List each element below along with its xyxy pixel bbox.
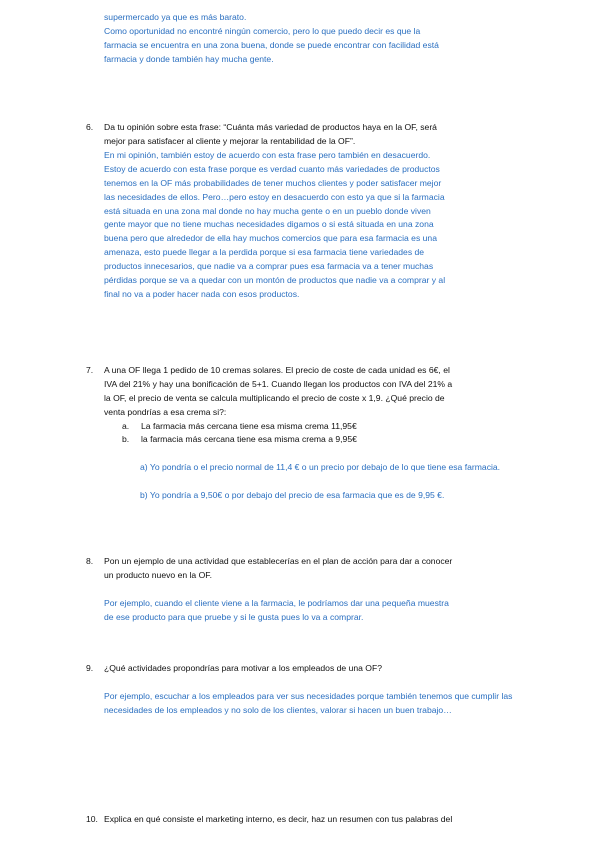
answer-line: necesidades de los empleados y no solo de los clientes, valorar si hacen un buen trabajo… — [104, 705, 452, 715]
answer-line: buena pero que alrededor de ella hay muchos comercios que para esa farmacia es una — [104, 233, 437, 243]
answer-line: Estoy de acuerdo con esta frase porque es verdad cuanto más variedades de productos — [104, 164, 440, 174]
answer-line: amenaza, esto puede llegar a la perdida porque si esa farmacia tiene variedades de — [104, 247, 425, 257]
answer-line: Como oportunidad no encontré ningún comercio, pero lo que puedo decir es que la — [104, 26, 421, 36]
question-line: venta pondrías a esa crema si?: — [104, 407, 227, 417]
answer-line: final no va a poder hacer nada con esos productos. — [104, 289, 300, 299]
question-number: 6. — [86, 122, 94, 132]
answer-line: de ese producto para que pruebe y si le gusta pues lo va a comprar. — [104, 612, 364, 622]
option-text: la farmacia más cercana tiene esa misma crema a 9,95€ — [141, 434, 357, 444]
question-line: la OF, el precio de venta se calcula multiplicando el precio de coste x 1,9. ¿Qué precio de — [104, 393, 445, 403]
answer-line: farmacia y donde también hay mucha gente. — [104, 54, 274, 64]
question-line: Explica en qué consiste el marketing interno, es decir, haz un resumen con tus palabras del — [104, 814, 453, 824]
option-letter: b. — [122, 434, 130, 444]
question-line: A una OF llega 1 pedido de 10 cremas solares. El precio de coste de cada unidad es 6€, el — [104, 365, 450, 375]
option-letter: a. — [122, 421, 130, 431]
question-number: 8. — [86, 556, 94, 566]
question-number: 7. — [86, 365, 94, 375]
question-line: mejor para satisfacer al cliente y mejorar la rentabilidad de la OF”. — [104, 136, 356, 146]
question-line: ¿Qué actividades propondrías para motivar a los empleados de una OF? — [104, 663, 383, 673]
answer-line: productos innecesarios, que nadie va a comprar pues esa farmacia va a tener muchas — [104, 261, 434, 271]
question-line: IVA del 21% y hay una bonificación de 5+1. Cuando llegan los productos con IVA del 21% a — [104, 379, 453, 389]
answer-line: tenemos en la OF más probabilidades de tener muchos clientes y poder satisfacer mejor — [104, 178, 442, 188]
question-number: 10. — [86, 814, 98, 824]
answer-line: supermercado ya que es más barato. — [104, 12, 247, 22]
question-line: Pon un ejemplo de una actividad que establecerías en el plan de acción para dar a conocer — [104, 556, 453, 566]
question-line: un producto nuevo en la OF. — [104, 570, 212, 580]
question-line: Da tu opinión sobre esta frase: “Cuánta más variedad de productos haya en la OF, será — [104, 122, 437, 132]
answer-line: gente mayor que no tiene muchas necesidades digamos o si está situada en una zona — [104, 219, 434, 229]
answer-line: pérdidas porque se va a quedar con un montón de productos que nadie va a comprar y al — [104, 275, 446, 285]
answer-line: está situada en una zona mal donde no hay mucha gente o en un pueblo donde viven — [104, 206, 431, 216]
answer-line: Por ejemplo, cuando el cliente viene a la farmacia, le podríamos dar una pequeña muestra — [104, 598, 449, 608]
question-number: 9. — [86, 663, 94, 673]
answer-line: En mi opinión, también estoy de acuerdo con esta frase pero también en desacuerdo. — [104, 150, 431, 160]
answer-line: b) Yo pondría a 9,50€ o por debajo del precio de esa farmacia que es de 9,95 €. — [140, 490, 445, 500]
answer-line: las necesidades de ellos. Pero…pero estoy en desacuerdo con esto ya que si la farmacia — [104, 192, 445, 202]
answer-line: Por ejemplo, escuchar a los empleados para ver sus necesidades porque también tenemos que cumplir las — [104, 691, 513, 701]
answer-line: farmacia se encuentra en una zona buena, donde se puede encontrar con facilidad está — [104, 40, 439, 50]
option-text: La farmacia más cercana tiene esa misma crema 11,95€ — [141, 421, 357, 431]
answer-line: a) Yo pondría o el precio normal de 11,4 € o un precio por debajo de lo que tiene esa farmacia. — [140, 462, 501, 472]
